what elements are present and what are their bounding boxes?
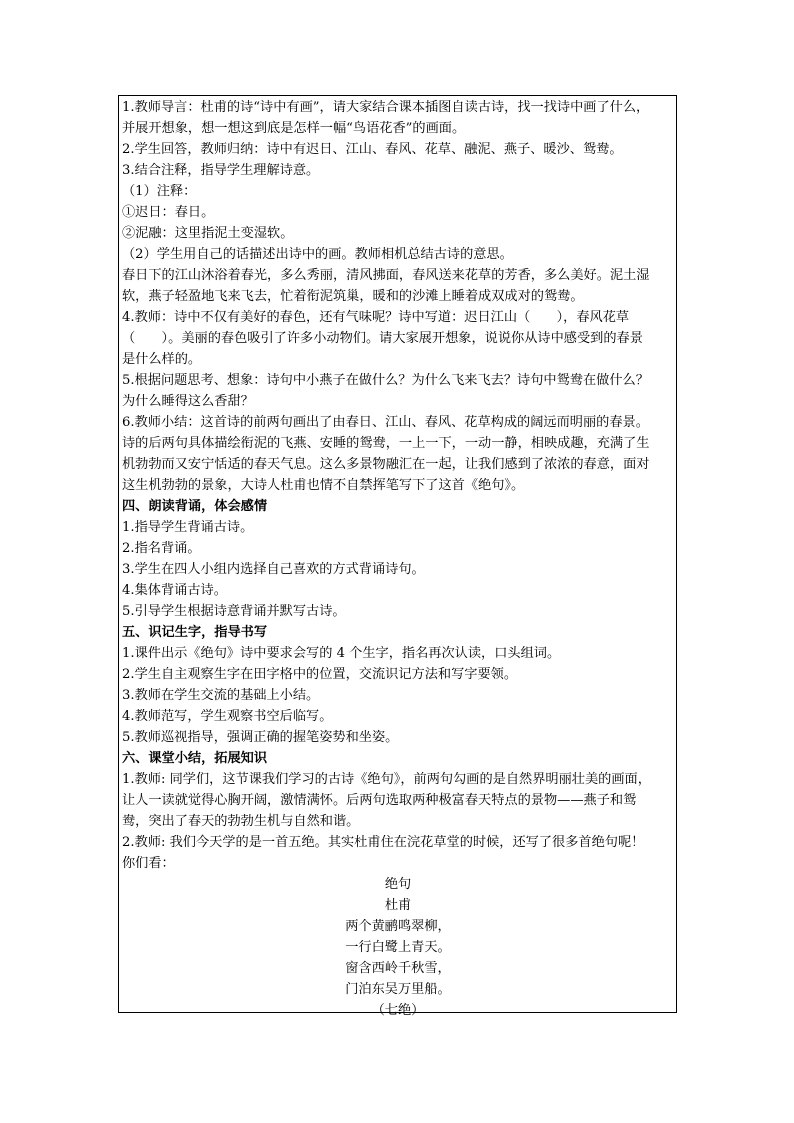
paragraph	[122, 265, 674, 307]
poem-line: 窗含西岭千秋雪，	[345, 961, 451, 976]
paragraph-line: （2）学生用自己的话描述出诗中的画。教师相机总结古诗的意思。	[122, 247, 513, 262]
paragraph-line: 是什么样的。	[122, 352, 202, 367]
paragraph-line: 4.教师范写，学生观察书空后临写。	[122, 709, 333, 724]
paragraph	[122, 139, 674, 160]
section-heading	[122, 622, 674, 643]
paragraph-line: 3.学生在四人小组内选择自己喜欢的方式背诵诗句。	[122, 562, 425, 577]
paragraph-line: 2.学生回答，教师归纳：诗中有迟日、江山、春风、花草、融泥、燕子、暖沙、鸳鸯。	[122, 142, 623, 157]
paragraph-line: 3.结合注释，指导学生理解诗意。	[122, 163, 320, 178]
paragraph-line: 诗的后两句具体描绘衔泥的飞燕、安睡的鸳鸯，一上一下，一动一静，相映成趣，充满了生	[122, 436, 650, 451]
paragraph-line: ②泥融：这里指泥土变湿软。	[122, 226, 294, 241]
paragraph	[122, 370, 674, 412]
paragraph-line: 1.指导学生背诵古诗。	[122, 520, 254, 535]
paragraph	[122, 664, 674, 685]
poem-block	[122, 874, 674, 1021]
paragraph	[122, 769, 674, 832]
paragraph-line: 6.教师小结：这首诗的前两句画出了由春日、江山、春风、花草构成的阔远而明丽的春景。	[122, 415, 649, 430]
paragraph-line: 并展开想象，想一想这到底是怎样一幅“鸟语花香”的画面。	[122, 121, 466, 136]
poem-line: 门泊东吴万里船。	[345, 982, 451, 997]
paragraph	[122, 307, 674, 370]
paragraph	[122, 202, 674, 223]
paragraph-line: 4.集体背诵古诗。	[122, 583, 227, 598]
paragraph-line: 1.课件出示《绝句》诗中要求会写的 4 个生字，指名再次认读，口头组词。	[122, 646, 561, 661]
paragraph-list	[122, 97, 674, 874]
paragraph	[122, 580, 674, 601]
paragraph	[122, 559, 674, 580]
paragraph-line: 鸯，突出了春天的勃勃生机与自然和谐。	[122, 814, 360, 829]
paragraph	[122, 706, 674, 727]
paragraph	[122, 685, 674, 706]
section-heading	[122, 748, 674, 769]
paragraph-line: 1.教师: 同学们，这节课我们学习的古诗《绝句》，前两句勾画的是自然界明丽壮美的画面，	[122, 772, 651, 787]
paragraph-line: 5.教师巡视指导，强调正确的握笔姿势和坐姿。	[122, 730, 399, 745]
paragraph-line: 机勃勃而又安宁恬适的春天气息。这么多景物融汇在一起，让我们感到了浓浓的春意，面对	[122, 457, 650, 472]
poem-line: 一行白鹭上青天。	[345, 940, 451, 955]
paragraph-line: 2.指名背诵。	[122, 541, 201, 556]
heading-text: 六、课堂小结，拓展知识	[122, 751, 268, 766]
paragraph	[122, 223, 674, 244]
paragraph-line: 这生机勃勃的景象，大诗人杜甫也情不自禁挥笔写下了这首《绝句》。	[122, 478, 525, 493]
paragraph	[122, 538, 674, 559]
poem-note: （七绝）	[371, 1003, 425, 1018]
paragraph	[122, 244, 674, 265]
paragraph-line: ①迟日：春日。	[122, 205, 215, 220]
poem-line: 两个黄鹂鸣翠柳，	[345, 919, 451, 934]
paragraph	[122, 181, 674, 202]
section-heading	[122, 496, 674, 517]
paragraph-line: 5.引导学生根据诗意背诵并默写古诗。	[122, 604, 346, 619]
paragraph	[122, 832, 674, 874]
poem-author: 杜甫	[384, 898, 412, 913]
paragraph-line: 3.教师在学生交流的基础上小结。	[122, 688, 320, 703]
paragraph-line: 让人一读就觉得心胸开阔，激情满怀。后两句选取两种极富春天特点的景物——燕子和鸳	[122, 793, 637, 808]
heading-text: 五、识记生字，指导书写	[122, 625, 268, 640]
poem-title: 绝句	[384, 877, 412, 892]
paragraph	[122, 643, 674, 664]
paragraph	[122, 727, 674, 748]
paragraph-line: 2.学生自主观察生字在田字格中的位置，交流识记方法和写字要领。	[122, 667, 518, 682]
paragraph-line: 4.教师：诗中不仅有美好的春色，还有气味呢？诗中写道：迟日江山（ ），春风花草	[122, 310, 630, 325]
paragraph	[122, 412, 674, 496]
heading-text: 四、朗读背诵，体会感情	[122, 499, 268, 514]
paragraph	[122, 517, 674, 538]
paragraph	[122, 601, 674, 622]
document-body	[122, 97, 674, 1021]
paragraph-line: 春日下的江山沐浴着春光，多么秀丽，清风拂面，春风送来花草的芳香，多么美好。泥土湿	[122, 268, 650, 283]
paragraph-line: 1.教师导言：杜甫的诗“诗中有画”，请大家结合课本插图自读古诗，找一找诗中画了什么，	[122, 100, 650, 115]
paragraph-line: （1）注释：	[122, 184, 197, 199]
paragraph	[122, 160, 674, 181]
paragraph-line: 为什么睡得这么香甜？	[122, 394, 254, 409]
paragraph	[122, 97, 674, 139]
paragraph-line: （ ）。美丽的春色吸引了许多小动物们。请大家展开想象，说说你从诗中感受到的春景	[122, 331, 643, 346]
paragraph-line: 你们看：	[122, 856, 175, 871]
paragraph-line: 5.根据问题思考、想象：诗句中小燕子在做什么？为什么飞来飞去？诗句中鸳鸯在做什么？	[122, 373, 649, 388]
paragraph-line: 软，燕子轻盈地飞来飞去，忙着衔泥筑巢，暖和的沙滩上睡着成双成对的鸳鸯。	[122, 289, 584, 304]
paragraph-line: 2.教师: 我们今天学的是一首五绝。其实杜甫住在浣花草堂的时候，还写了很多首绝句呢！	[122, 835, 645, 850]
